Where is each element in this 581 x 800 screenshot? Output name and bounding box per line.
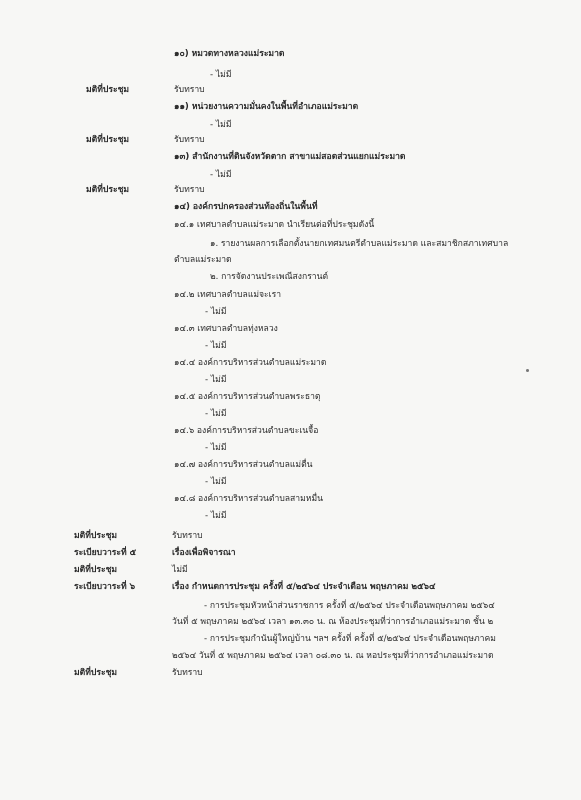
resolution-label: มติที่ประชุม — [74, 531, 118, 541]
sub-item-14-1-point-2: ๒. การจัดงานประเพณีสงกรานต์ — [210, 272, 329, 282]
sub-item-14-1-point-1: ๑. รายงานผลการเลือกตั้งนายกเทศมนตรีตำบลแม่ระมาด และสมาชิกสภาเทศบาล — [210, 239, 509, 249]
item-13-none: - ไม่มี — [210, 170, 232, 180]
resolution-value: รับทราบ — [174, 85, 205, 95]
item-10-heading: ๑๐) หมวดทางหลวงแม่ระมาด — [174, 49, 285, 59]
sub-item-14-3: ๑๔.๓ เทศบาลตำบลทุ่งหลวง — [174, 324, 278, 334]
sub-item-14-6: ๑๔.๖ องค์การบริหารส่วนตำบลขะเนจื้อ — [174, 426, 319, 436]
sub-item-14-6-none: - ไม่มี — [205, 443, 227, 453]
resolution-label: มติที่ประชุม — [74, 668, 118, 678]
item-13-heading: ๑๓) สำนักงานที่ดินจังหวัดตาก สาขาแม่สอดส่วนแยกแม่ระมาด — [174, 152, 406, 162]
sub-item-14-8: ๑๔.๘ องค์การบริหารส่วนตำบลสามหมื่น — [174, 494, 323, 504]
sub-item-14-4-none: - ไม่มี — [205, 375, 227, 385]
sub-item-14-4: ๑๔.๔ องค์การบริหารส่วนตำบลแม่ระมาด — [174, 358, 327, 368]
agenda-6-meeting-1-detail: วันที่ ๕ พฤษภาคม ๒๕๖๔ เวลา ๑๓.๓๐ น. ณ ห้องประชุมที่ว่าการอำเภอแม่ระมาด ชั้น ๒ — [172, 617, 494, 627]
sub-item-14-8-none: - ไม่มี — [205, 511, 227, 521]
agenda-6-meeting-1: - การประชุมหัวหน้าส่วนราชการ ครั้งที่ ๕/๒๕๖๔ ประจำเดือนพฤษภาคม ๒๕๖๔ — [204, 601, 495, 611]
resolution-label: มติที่ประชุม — [74, 565, 118, 575]
agenda-6-meeting-2-detail: ๒๕๖๔ วันที่ ๕ พฤษภาคม ๒๕๖๔ เวลา ๐๘.๓๐ น. ณ หอประชุมที่ว่าการอำเภอแม่ระมาด — [172, 651, 494, 661]
sub-item-14-7: ๑๔.๗ องค์การบริหารส่วนตำบลแม่ตื่น — [174, 460, 313, 470]
item-11-heading: ๑๑) หน่วยงานความมั่นคงในพื้นที่อำเภอแม่ระมาด — [174, 102, 359, 112]
resolution-label: มติที่ประชุม — [86, 85, 130, 95]
resolution-value: ไม่มี — [172, 565, 188, 575]
agenda-5-label: ระเบียบวาระที่ ๕ — [74, 548, 137, 558]
agenda-6-label: ระเบียบวาระที่ ๖ — [74, 582, 136, 592]
resolution-value: รับทราบ — [172, 668, 203, 678]
item-14-heading: ๑๔) องค์กรปกครองส่วนท้องถิ่นในพื้นที่ — [174, 202, 318, 212]
resolution-value: รับทราบ — [172, 531, 203, 541]
scan-speck — [526, 369, 529, 372]
agenda-5-title: เรื่องเพื่อพิจารณา — [172, 548, 236, 558]
sub-item-14-1: ๑๔.๑ เทศบาลตำบลแม่ระมาด นำเรียนต่อที่ประชุมดังนี้ — [174, 220, 375, 230]
resolution-label: มติที่ประชุม — [86, 185, 130, 195]
sub-item-14-2: ๑๔.๒ เทศบาลตำบลแม่จะเรา — [174, 290, 282, 300]
sub-item-14-5-none: - ไม่มี — [205, 409, 227, 419]
sub-item-14-1-point-1-cont: ตำบลแม่ระมาด — [174, 255, 232, 265]
resolution-value: รับทราบ — [174, 135, 205, 145]
item-10-none: - ไม่มี — [210, 70, 232, 80]
sub-item-14-5: ๑๔.๕ องค์การบริหารส่วนตำบลพระธาตุ — [174, 392, 321, 402]
item-11-none: - ไม่มี — [210, 120, 232, 130]
sub-item-14-3-none: - ไม่มี — [205, 341, 227, 351]
agenda-6-title: เรื่อง กำหนดการประชุม ครั้งที่ ๕/๒๕๖๔ ประจำเดือน พฤษภาคม ๒๕๖๔ — [172, 582, 436, 592]
sub-item-14-2-none: - ไม่มี — [205, 307, 227, 317]
resolution-label: มติที่ประชุม — [86, 135, 130, 145]
sub-item-14-7-none: - ไม่มี — [205, 477, 227, 487]
agenda-6-meeting-2: - การประชุมกำนันผู้ใหญ่บ้าน ฯลฯ ครั้งที่ ครั้งที่ ๕/๒๕๖๔ ประจำเดือนพฤษภาคม — [204, 634, 496, 644]
resolution-value: รับทราบ — [174, 185, 205, 195]
